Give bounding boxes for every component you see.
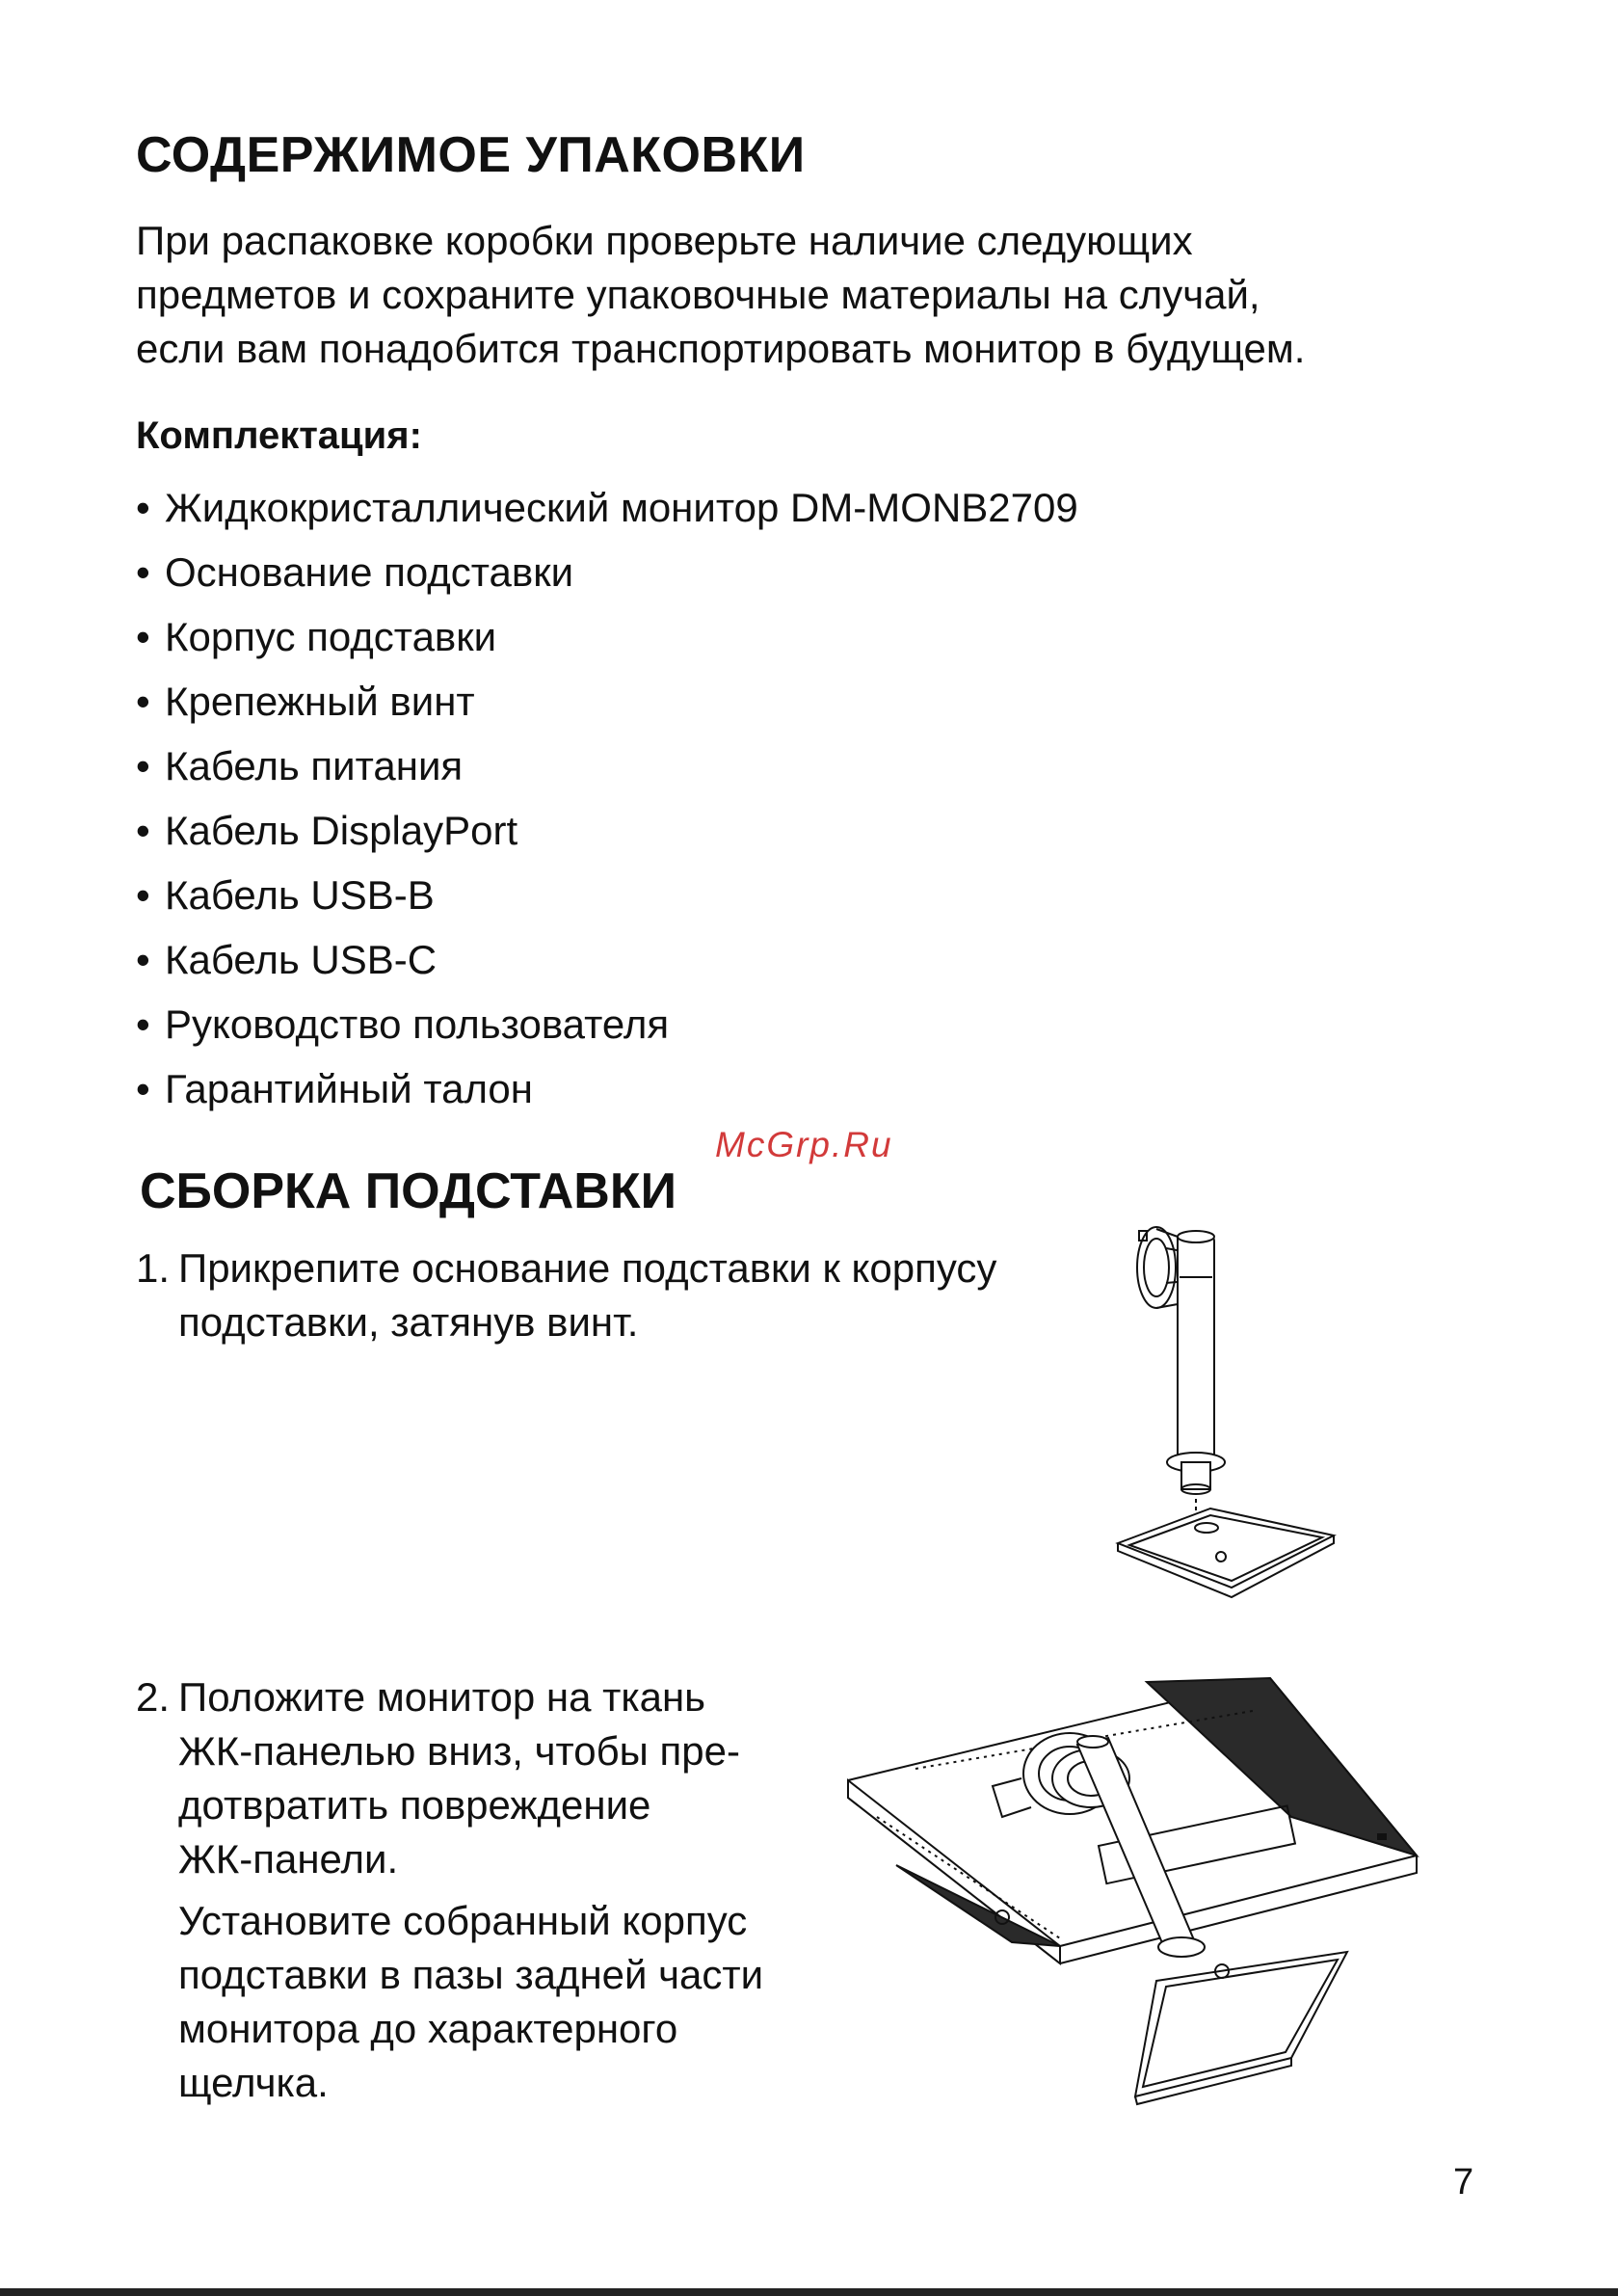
list-item: • Кабель питания [136, 734, 1078, 798]
list-item: • Руководство пользователя [136, 992, 1078, 1056]
step-line: Положите монитор на ткань [178, 1674, 706, 1720]
step-line: ЖК-панели. [178, 1836, 399, 1882]
watermark: McGrp.Ru [715, 1125, 893, 1164]
step-text [178, 1241, 996, 1349]
step-number: 1. [136, 1245, 171, 1291]
list-item: • Основание подставки [136, 540, 1078, 604]
step-line: монитора до характерного [178, 2006, 678, 2051]
list-item: • Кабель USB-B [136, 863, 1078, 927]
intro-line: если вам понадобится транспортировать монитор в будущем. [136, 326, 1306, 371]
step-line: подставки, затянув винт. [178, 1299, 639, 1345]
step-paragraph [178, 1894, 763, 2110]
list-item: • Жидкокристаллический монитор DM-MONB2709 [136, 475, 1078, 540]
page-number: 7 [1453, 2162, 1474, 2203]
intro-line: При распаковке коробки проверьте наличие следующих [136, 218, 1193, 263]
list-item: • Кабель USB-C [136, 927, 1078, 992]
step-line: Прикрепите основание подставки к корпусу [178, 1245, 997, 1291]
step-line: Установите собранный корпус [178, 1898, 748, 1943]
step-text [178, 1670, 763, 2110]
assembly-step-1 [136, 1241, 1100, 1357]
step-line: подставки в пазы задней части [178, 1952, 764, 1997]
stand-assembly-illustration [1110, 1219, 1341, 1605]
contents-heading: Комплектация: [136, 414, 422, 457]
contents-list [136, 475, 1078, 1121]
packaging-intro [136, 214, 1389, 376]
list-item: • Гарантийный талон [136, 1056, 1078, 1121]
step-line: дотвратить повреждение [178, 1782, 651, 1828]
bottom-rule [0, 2288, 1618, 2296]
step-number: 2. [136, 1674, 171, 1720]
list-item: • Крепежный винт [136, 669, 1078, 734]
intro-line: предметов и сохраните упаковочные материалы на случай, [136, 272, 1260, 317]
list-item: • Кабель DisplayPort [136, 798, 1078, 863]
assembly-step-2 [136, 1670, 868, 2105]
step-line: щелчка. [178, 2060, 329, 2105]
monitor-stand-illustration [838, 1672, 1494, 2106]
stand-base [1135, 1952, 1347, 2104]
step-line: ЖК-панелью вниз, чтобы пре- [178, 1728, 740, 1774]
list-item: • Корпус подставки [136, 604, 1078, 669]
stand-base [1118, 1508, 1334, 1597]
packaging-title: СОДЕРЖИМОЕ УПАКОВКИ [136, 127, 806, 183]
assembly-title: СБОРКА ПОДСТАВКИ [140, 1163, 676, 1219]
